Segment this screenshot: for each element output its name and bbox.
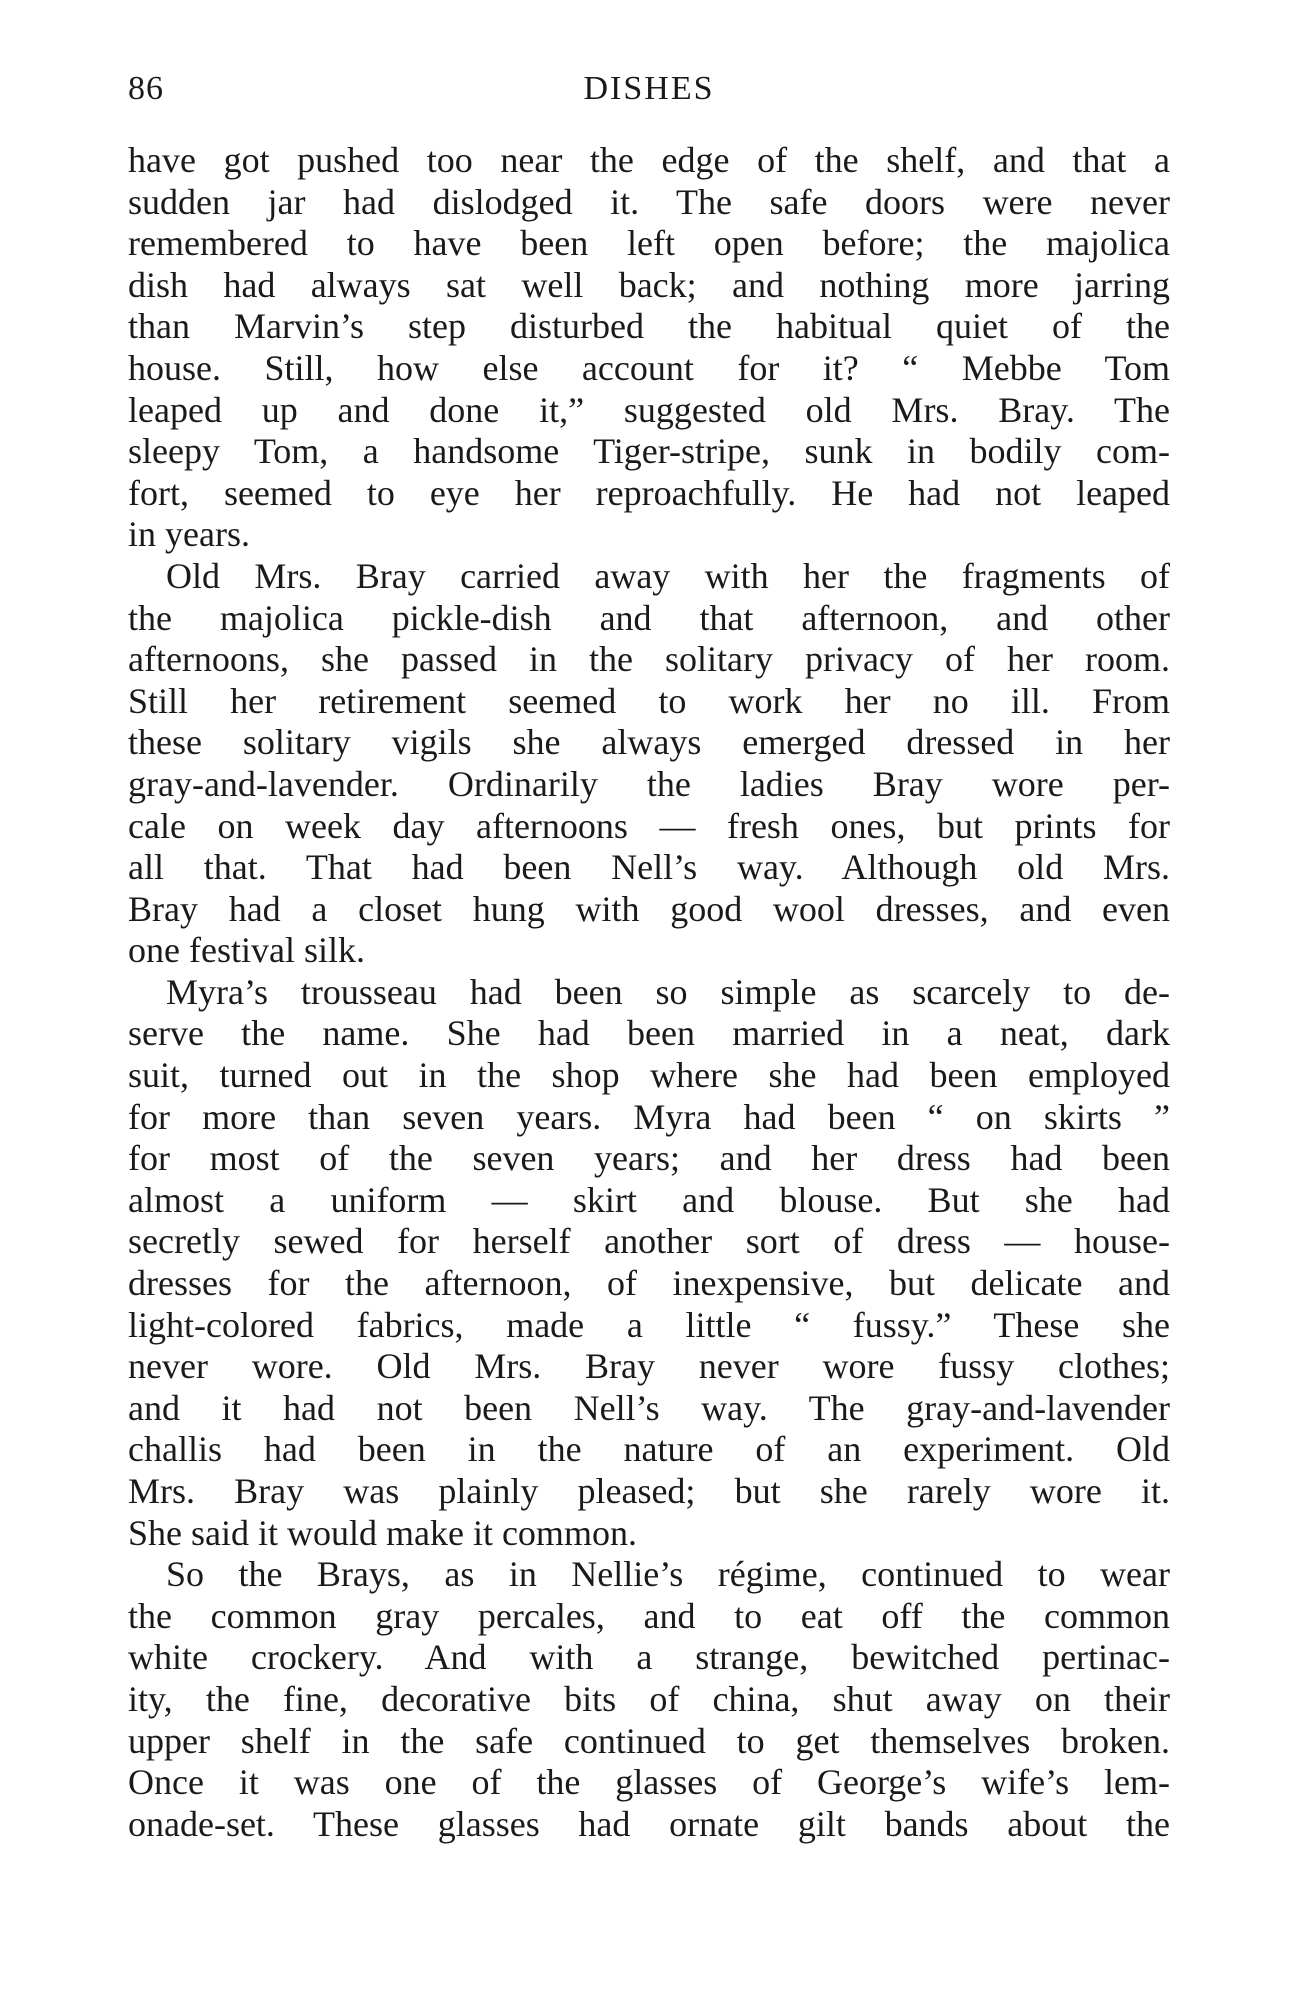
paragraph (128, 1554, 1170, 1845)
text-line: sudden jar had dislodged it. The safe doors were never (128, 181, 1170, 222)
body-text (128, 140, 1170, 1845)
text-line: dresses for the afternoon, of inexpensive, but delicate and (128, 1263, 1170, 1304)
text-line: upper shelf in the safe continued to get themselves broken. (128, 1720, 1170, 1761)
paragraph (128, 556, 1170, 972)
text-line: than Marvin’s step disturbed the habitual quiet of the (128, 306, 1170, 347)
text-line: the common gray percales, and to eat off the common (128, 1595, 1170, 1636)
text-line: gray-and-lavender. Ordinarily the ladies Bray wore per- (128, 763, 1170, 804)
text-line: one festival silk. (128, 930, 365, 971)
text-line: for most of the seven years; and her dress had been (128, 1138, 1170, 1179)
running-title: DISHES (583, 70, 715, 107)
text-line: Still her retirement seemed to work her no ill. From (128, 680, 1170, 721)
text-line: Bray had a closet hung with good wool dresses, and even (128, 888, 1170, 929)
text-line: dish had always sat well back; and nothing more jarring (128, 264, 1170, 305)
text-line: all that. That had been Nell’s way. Although old Mrs. (128, 847, 1170, 888)
text-line: serve the name. She had been married in a neat, dark (128, 1013, 1170, 1054)
running-head (128, 70, 1170, 120)
paragraph (128, 972, 1170, 1554)
text-line: Once it was one of the glasses of George’s wife’s lem- (128, 1762, 1170, 1803)
text-line: fort, seemed to eye her reproachfully. He had not leaped (128, 472, 1170, 513)
text-line: in years. (128, 514, 250, 555)
text-line: cale on week day afternoons — fresh ones, but prints for (128, 805, 1170, 846)
text-line: Old Mrs. Bray carried away with her the fragments of (166, 555, 1170, 596)
text-line: house. Still, how else account for it? “ Mebbe Tom (128, 347, 1170, 388)
text-line: never wore. Old Mrs. Bray never wore fussy clothes; (128, 1346, 1170, 1387)
text-line: ity, the fine, decorative bits of china, shut away on their (128, 1678, 1170, 1719)
paragraph (128, 140, 1170, 556)
page-number: 86 (128, 70, 164, 107)
text-line: She said it would make it common. (128, 1512, 637, 1553)
text-line: leaped up and done it,” suggested old Mrs. Bray. The (128, 389, 1170, 430)
text-line: sleepy Tom, a handsome Tiger-stripe, sunk in bodily com- (128, 431, 1170, 472)
text-line: these solitary vigils she always emerged dressed in her (128, 722, 1170, 763)
text-line: white crockery. And with a strange, bewitched pertinac- (128, 1637, 1170, 1678)
text-line: afternoons, she passed in the solitary privacy of her room. (128, 639, 1170, 680)
text-line: light-colored fabrics, made a little “ fussy.” These she (128, 1304, 1170, 1345)
text-line: Mrs. Bray was plainly pleased; but she rarely wore it. (128, 1471, 1170, 1511)
text-line: the majolica pickle-dish and that afternoon, and other (128, 597, 1170, 638)
text-line: remembered to have been left open before; the majolica (128, 223, 1170, 264)
text-line: and it had not been Nell’s way. The gray-and-lavender (128, 1387, 1170, 1428)
text-line: onade-set. These glasses had ornate gilt bands about the (128, 1803, 1170, 1844)
text-line: So the Brays, as in Nellie’s régime, continued to wear (166, 1554, 1170, 1595)
text-line: almost a uniform — skirt and blouse. But she had (128, 1179, 1170, 1220)
text-line: suit, turned out in the shop where she had been employed (128, 1055, 1170, 1096)
text-line: have got pushed too near the edge of the shelf, and that a (128, 140, 1170, 180)
text-line: for more than seven years. Myra had been “ on skirts ” (128, 1096, 1170, 1137)
text-line: challis had been in the nature of an experiment. Old (128, 1429, 1170, 1470)
text-line: Myra’s trousseau had been so simple as scarcely to de- (166, 971, 1170, 1012)
text-line: secretly sewed for herself another sort of dress — house- (128, 1221, 1170, 1262)
